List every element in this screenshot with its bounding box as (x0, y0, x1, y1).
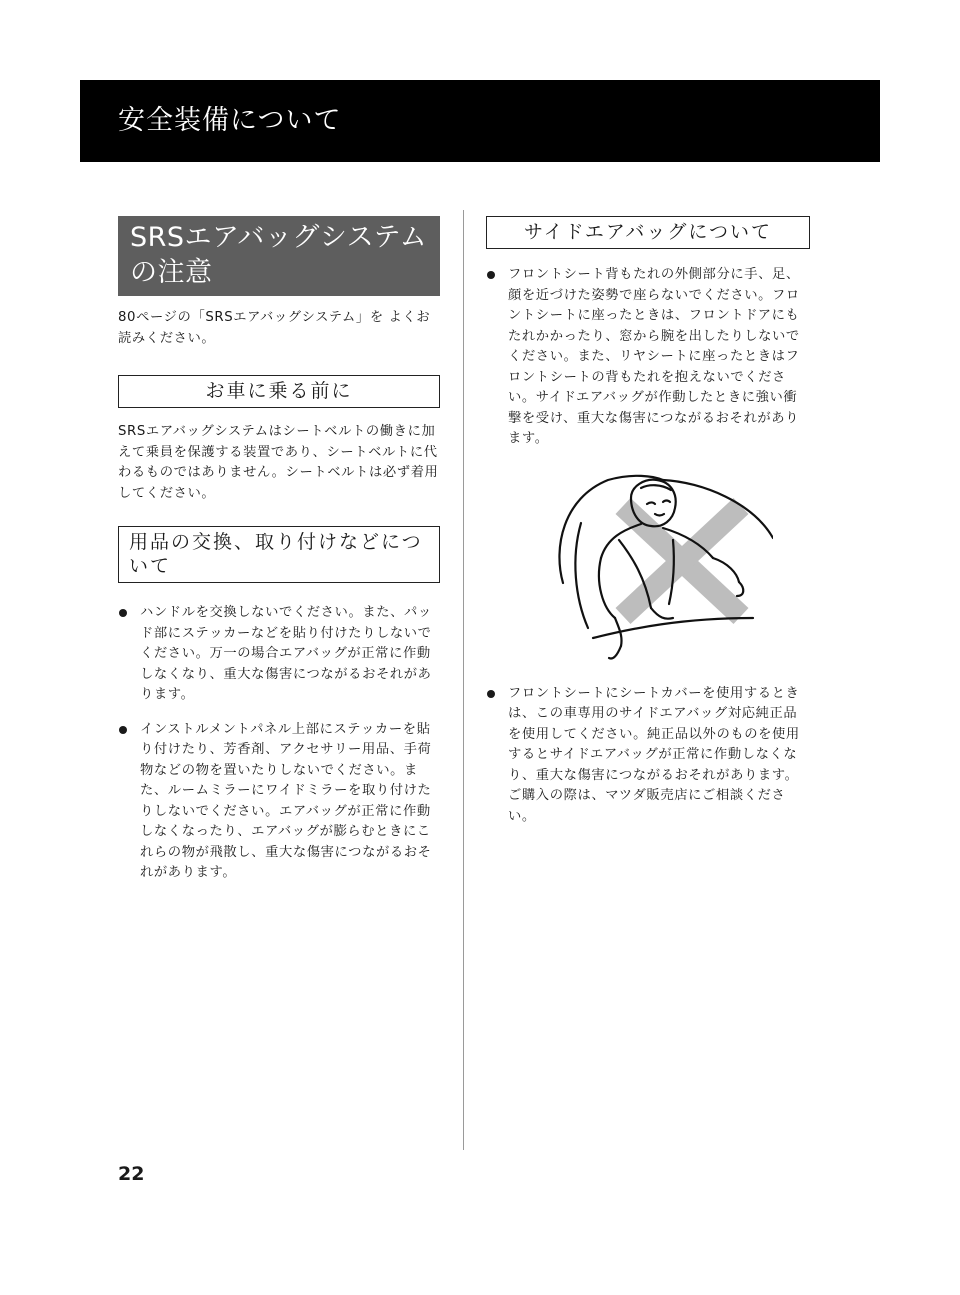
section-heading-line: SRSエアバッグシステム (130, 222, 428, 253)
accessories-bullet-list (118, 603, 440, 884)
list-item (486, 684, 810, 828)
list-item-text: フロントシート背もたれの外側部分に手、足、顔を近づけた姿勢で座らないでください。フロントシートに座ったときは、フロントドアにもたれかかったり、窓から腕を出したりしないでください。また、リヤシートに座ったときはフロントシートの背もたれを抱えないでください。サイドエアバッグが作動したときに強い衝撃を受け、重大な傷害につながるおそれがあります。 (508, 267, 800, 446)
page-number: 22 (118, 1163, 145, 1185)
bullet-icon (487, 690, 495, 698)
section-heading-line: の注意 (130, 257, 213, 288)
srs-caution-text: 80ページの「SRSエアバッグシステム」を よくお読みください。 (118, 310, 431, 346)
bullet-icon (487, 271, 495, 279)
section-heading-side-airbag: サイドエアバッグについて (486, 216, 810, 249)
section-heading-srs-caution (118, 216, 440, 296)
right-column (486, 216, 810, 827)
list-item (118, 720, 440, 884)
section-heading-accessories: 用品の交換、取り付けなどについて (118, 526, 440, 583)
before-riding-text: SRSエアバッグシステムはシートベルトの働きに加えて乗員を保護する装置であり、シートベルトに代わるものではありません。シートベルトは必ず着用してください。 (118, 424, 439, 501)
list-item-text: インストルメントパネル上部にステッカーを貼り付けたり、芳香剤、アクセサリー用品、手荷物などの物を置いたりしないでください。また、ルームミラーにワイドミラーを取り付けたりしないでください。エアバッグが正常に作動しなくなったり、エアバッグが膨らむときにこれらの物が飛散し、重大な傷害につながるおそれがあります。 (140, 721, 432, 880)
seat-cover-bullet-list (486, 684, 810, 828)
bullet-icon (119, 726, 127, 734)
list-item (118, 603, 440, 706)
bullet-icon (119, 609, 127, 617)
leaning-posture-illustration (523, 468, 773, 668)
column-divider (463, 210, 464, 1150)
section-heading-before-riding: お車に乗る前に (118, 375, 440, 408)
left-column (118, 216, 440, 884)
header-band (80, 80, 880, 162)
list-item-text: フロントシートにシートカバーを使用するときは、この車専用のサイドエアバッグ対応純正品を使用してください。純正品以外のものを使用するとサイドエアバッグが正常に作動しなくなり、重大な傷害につながるおそれがあります。ご購入の際は、マツダ販売店にご相談ください。 (508, 685, 800, 824)
list-item (486, 265, 810, 450)
page-title: 安全装備について (118, 105, 342, 136)
list-item-text: ハンドルを交換しないでください。また、パッド部にステッカーなどを貼り付けたりしないでください。万一の場合エアバッグが正常に作動しなくなり、重大な傷害につながるおそれがあります。 (140, 605, 432, 702)
side-airbag-bullet-list (486, 265, 810, 450)
